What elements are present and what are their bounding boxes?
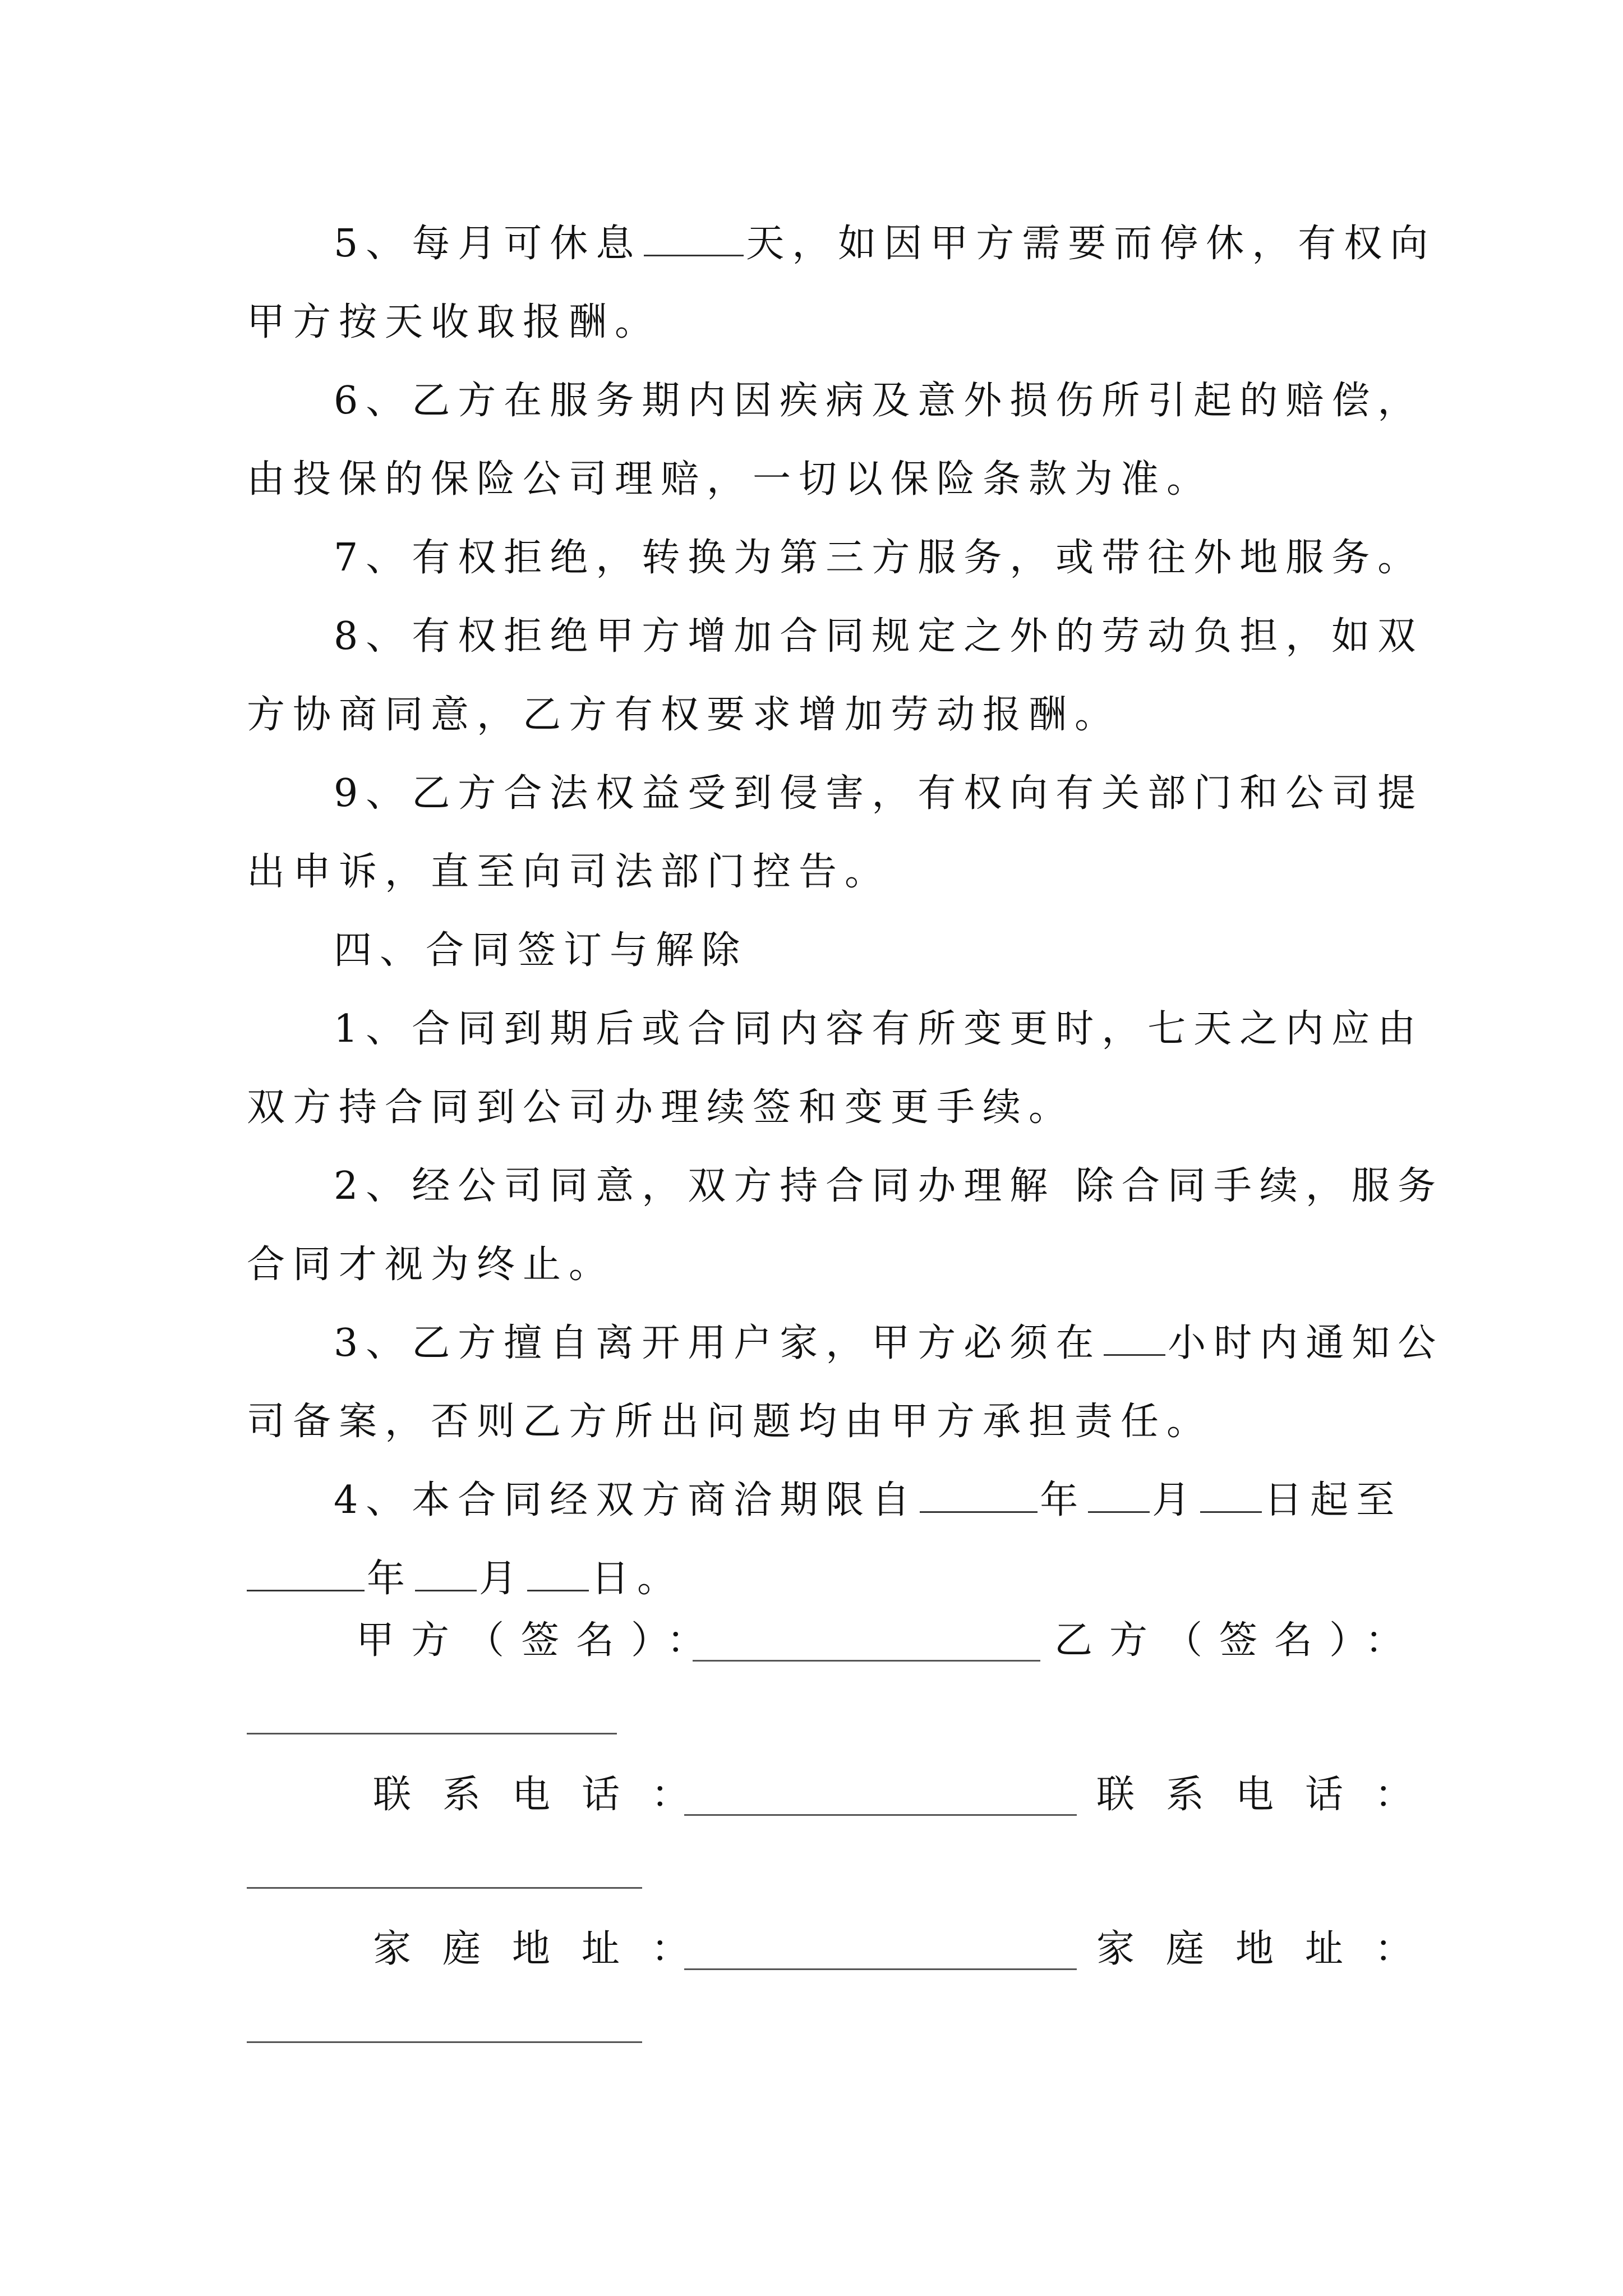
signature-row — [0, 1602, 1623, 1680]
contract-clause-3-text-a: 3、乙方擅自离开用户家，甲方必须在 — [334, 1321, 1102, 1365]
notify-hours-blank[interactable] — [1104, 1322, 1165, 1356]
start-day-blank[interactable] — [1200, 1479, 1262, 1513]
party-a-phone-label: 联系电话： — [373, 1773, 721, 1817]
party-b-signature-field[interactable] — [247, 1732, 617, 1734]
party-a-address-label: 家庭地址： — [373, 1927, 721, 1971]
clause-6-line-1: 6、乙方在服务期内因疾病及意外损伤所引起的赔偿， — [334, 379, 1424, 423]
start-month-blank[interactable] — [1088, 1479, 1150, 1513]
clause-7-line-1: 7、有权拒绝，转换为第三方服务，或带往外地服务。 — [334, 536, 1424, 580]
party-b-signature-label: 乙方（签名）： — [1054, 1618, 1421, 1663]
end-day-blank[interactable] — [527, 1557, 589, 1591]
party-b-phone-field[interactable] — [247, 1886, 642, 1889]
clause-9-line-1: 9、乙方合法权益受到侵害，有权向有关部门和公司提 — [334, 771, 1424, 816]
contract-clause-3-line-1 — [334, 1304, 1478, 1383]
end-month-label: 月 — [479, 1557, 525, 1601]
clause-5-text-b: 天，如因甲方需要而停休，有权向 — [746, 222, 1436, 266]
phone-row — [0, 1756, 1623, 1834]
end-year-blank[interactable] — [247, 1557, 365, 1591]
contract-clause-4-text-a: 4、本合同经双方商洽期限自 — [334, 1478, 918, 1522]
end-year-label: 年 — [367, 1557, 413, 1601]
party-b-address-label: 家庭地址： — [1096, 1927, 1445, 1971]
contract-clause-3-line-2: 司备案，否则乙方所出问题均由甲方承担责任。 — [247, 1400, 1213, 1444]
end-day-label: 日。 — [591, 1557, 684, 1601]
end-month-blank[interactable] — [415, 1557, 477, 1591]
clause-5-line-1 — [334, 205, 1478, 283]
start-year-blank[interactable] — [920, 1479, 1038, 1513]
party-a-signature-label: 甲方（签名）： — [356, 1618, 722, 1663]
start-day-label: 日起至 — [1264, 1478, 1403, 1522]
start-month-label: 月 — [1152, 1478, 1198, 1522]
clause-5-text-a: 5、每月可休息 — [334, 222, 642, 266]
party-a-address-field[interactable] — [684, 1967, 1077, 1970]
address-row — [0, 1910, 1623, 1989]
clause-8-line-2: 方协商同意，乙方有权要求增加劳动报酬。 — [247, 693, 1121, 737]
contract-clause-3-text-b: 小时内通知公 — [1168, 1321, 1444, 1365]
contract-clause-2-line-1: 2、经公司同意，双方持合同办理解 除合同手续，服务 — [334, 1164, 1444, 1208]
clause-9-line-2: 出申诉，直至向司法部门控告。 — [247, 850, 891, 894]
start-year-label: 年 — [1040, 1478, 1086, 1522]
contract-clause-1-line-2: 双方持合同到公司办理续签和变更手续。 — [247, 1085, 1075, 1130]
rest-days-blank[interactable] — [644, 222, 744, 256]
party-b-phone-label: 联系电话： — [1096, 1773, 1445, 1817]
clause-8-line-1: 8、有权拒绝甲方增加合同规定之外的劳动负担，如双 — [334, 614, 1424, 659]
contract-clause-2-line-2: 合同才视为终止。 — [247, 1243, 615, 1287]
clause-6-line-2: 由投保的保险公司理赔，一切以保险条款为准。 — [247, 457, 1213, 501]
contract-clause-1-line-1: 1、合同到期后或合同内容有所变更时，七天之内应由 — [334, 1007, 1424, 1051]
clause-5-line-2: 甲方按天收取报酬。 — [247, 300, 661, 344]
contract-clause-4-line-1 — [334, 1461, 1478, 1540]
section-heading: 四、合同签订与解除 — [334, 928, 748, 973]
party-b-address-field[interactable] — [247, 2040, 642, 2043]
party-a-phone-field[interactable] — [684, 1813, 1077, 1816]
party-a-signature-field[interactable] — [693, 1659, 1040, 1662]
